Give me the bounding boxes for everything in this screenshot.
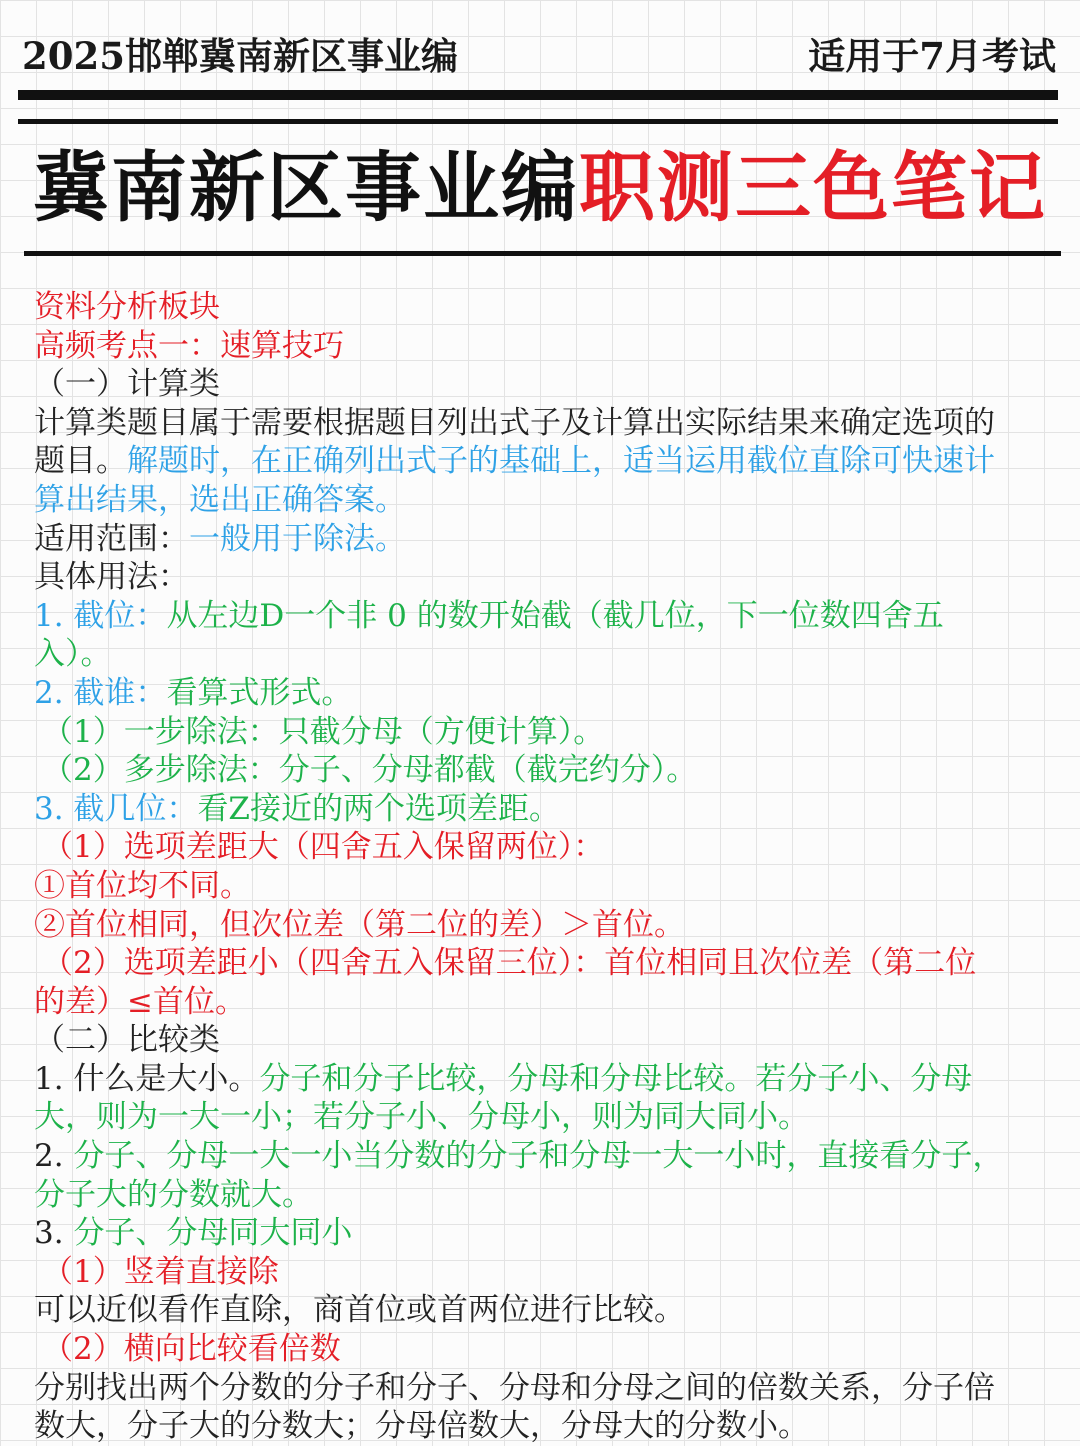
paragraph-line: 分子大的分数就大。 — [34, 1176, 313, 1213]
paragraph-line: ②首位相同，但次位差（第二位的差）＞首位。 — [34, 906, 685, 943]
title-red-part: 职测三色笔记 — [579, 143, 1047, 232]
item-label: 3. 截几位： — [34, 790, 198, 827]
paragraph-line: （2）多步除法：分子、分母都截（截完约分）。 — [42, 752, 698, 789]
item-text: 看算式形式。 — [166, 674, 353, 711]
paragraph-line — [34, 790, 1034, 829]
item-label: 2. — [34, 1138, 74, 1175]
paragraph-line: 数大，分子大的分数大；分母倍数大，分母大的分数小。 — [34, 1408, 809, 1445]
paragraph-line: ①首位均不同。 — [34, 867, 251, 904]
paragraph-line — [34, 442, 1034, 481]
item-text: 分子、分母同大同小 — [73, 1215, 353, 1252]
title-black-part: 冀南新区事业编 — [33, 143, 579, 232]
item-label: 1. 什么是大小。 — [34, 1060, 260, 1097]
highlight-span: 一般用于除法。 — [189, 520, 406, 557]
paragraph-line — [34, 597, 1034, 636]
paragraph-line — [34, 1214, 1034, 1253]
paragraph-line: 计算类题目属于需要根据题目列出式子及计算出实际结果来确定选项的 — [34, 404, 995, 441]
header-rule-thin — [18, 119, 1058, 124]
text-span: 题目。 — [34, 443, 127, 480]
item-text: 分子、分母一大一小当分数的分子和分母一大一小时，直接看分子， — [73, 1138, 1004, 1175]
paragraph-line: （2）选项差距小（四舍五入保留三位）：首位相同且次位差（第二位 — [42, 945, 977, 982]
paragraph-line: 大，则为一大一小；若分子小、分母小，则为同大同小。 — [34, 1099, 809, 1136]
item-label: 1. 截位： — [34, 597, 167, 634]
paragraph-line — [34, 674, 1034, 713]
top-bar — [22, 24, 1056, 80]
paragraph-line — [34, 1137, 1034, 1176]
item-label: 2. 截谁： — [34, 674, 167, 711]
paragraph-line: 分别找出两个分数的分子和分子、分母和分母之间的倍数关系，分子倍 — [34, 1369, 995, 1406]
paragraph-line — [34, 520, 1034, 559]
item-text: 分子和分子比较，分母和分母比较。若分子小、分母 — [259, 1060, 973, 1097]
topic-heading: 高频考点一：速算技巧 — [34, 327, 344, 364]
paragraph-line — [34, 1060, 1034, 1099]
paragraph-line: 具体用法： — [34, 559, 189, 596]
paragraph-line: 的差）≤首位。 — [34, 983, 246, 1020]
highlight-span: 解题时，在正确列出式子的基础上，适当运用截位直除可快速计 — [127, 443, 995, 480]
subsection-heading: （二）比较类 — [34, 1022, 220, 1059]
title-rule — [24, 251, 1061, 256]
paragraph-line: （1）选项差距大（四舍五入保留两位）： — [42, 829, 605, 866]
paragraph-line: （1）一步除法：只截分母（方便计算）。 — [42, 713, 605, 750]
exam-date-label: 适用于7月考试 — [808, 34, 1056, 78]
item-label: 3. — [34, 1215, 74, 1252]
notes-body — [34, 288, 1034, 1446]
text-span: 适用范围： — [34, 520, 189, 557]
exam-region-label: 2025邯郸冀南新区事业编 — [22, 34, 458, 78]
paragraph-line: 入）。 — [34, 636, 112, 673]
subsection-heading: （一）计算类 — [34, 366, 220, 403]
section-heading: 资料分析板块 — [34, 289, 220, 325]
item-text: 从左边D一个非 0 的数开始截（截几位，下一位数四舍五 — [166, 597, 944, 634]
item-text: 看Z接近的两个选项差距。 — [197, 790, 560, 827]
paragraph-line: 可以近似看作直除，商首位或首两位进行比较。 — [34, 1292, 685, 1329]
paragraph-line: （1）竖着直接除 — [42, 1253, 279, 1290]
page-title — [0, 138, 1080, 238]
header-rule-thick — [18, 90, 1058, 100]
paragraph-line: （2）横向比较看倍数 — [42, 1331, 341, 1368]
paragraph-line: 算出结果，选出正确答案。 — [34, 481, 406, 518]
